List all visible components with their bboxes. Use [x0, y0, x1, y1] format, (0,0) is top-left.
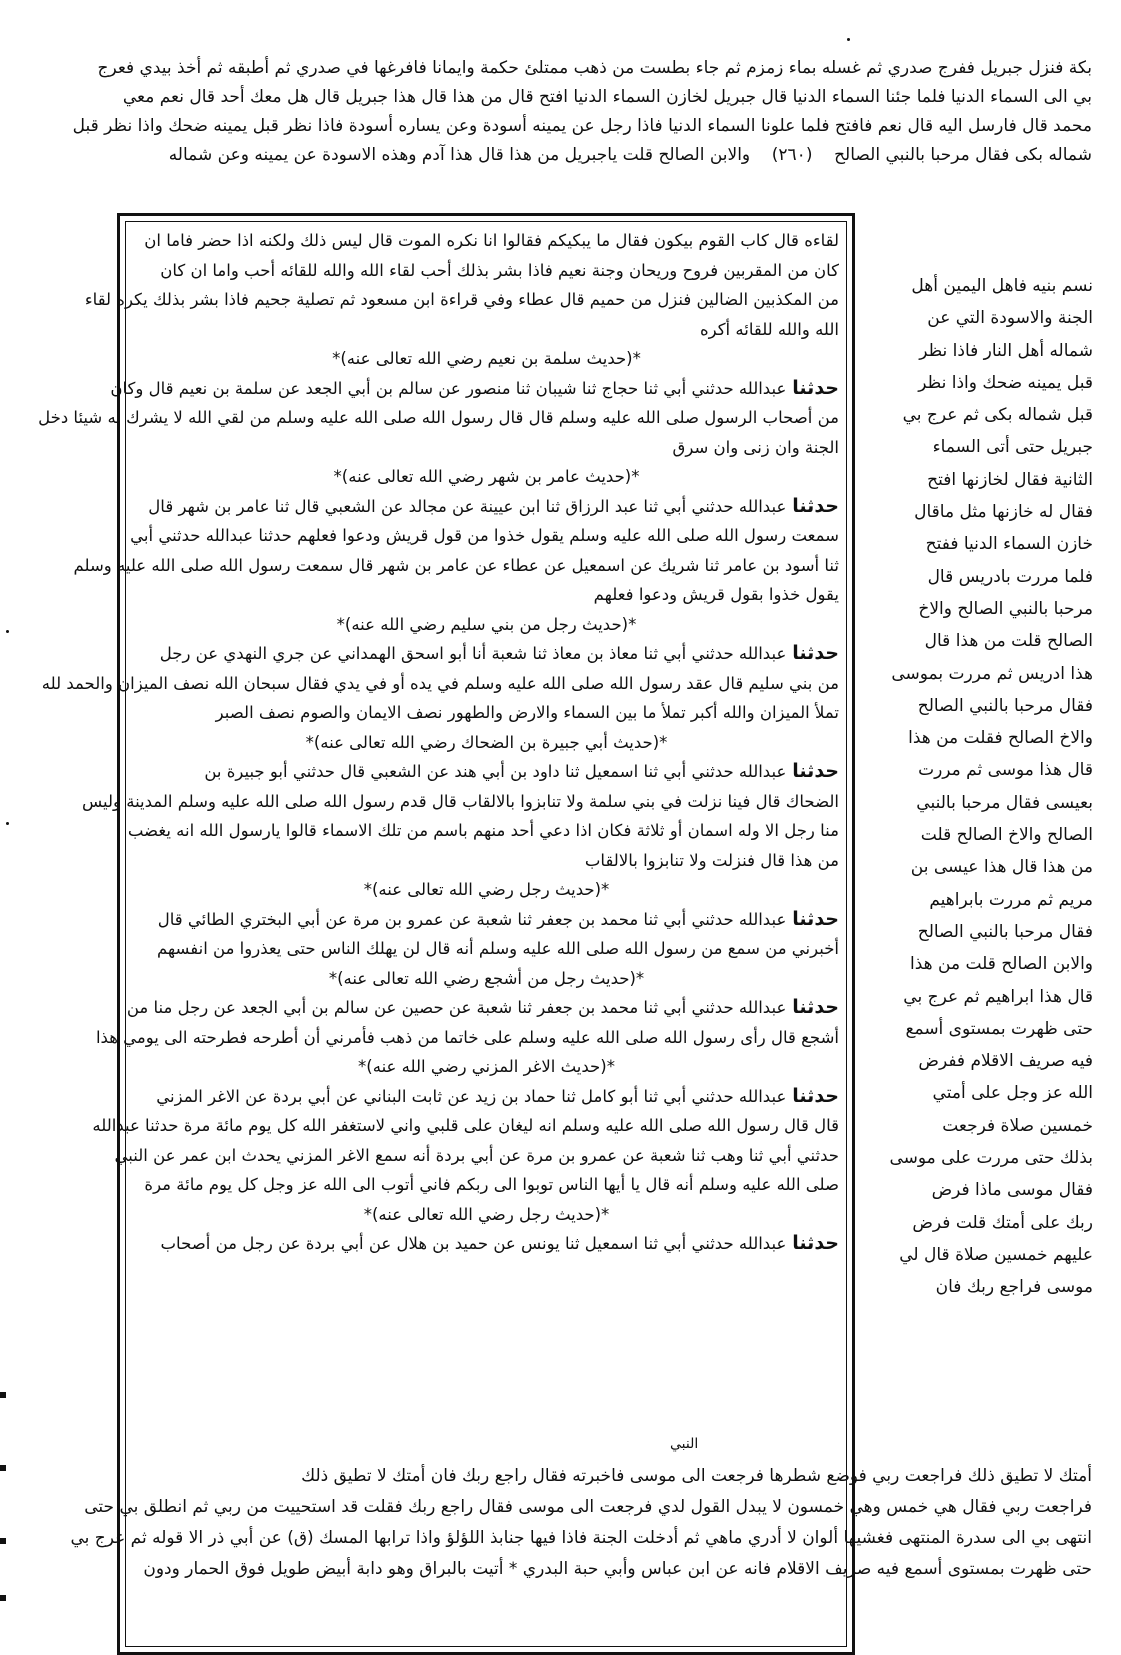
- main-line-text: *(حديث سلمة بن نعيم رضي الله تعالى عنه)*: [332, 349, 641, 368]
- hadith-heading: [134, 1200, 839, 1230]
- bottom-line: أمتك لا تطيق ذلك فراجعت ربي فوضع شطرها فرجعت الى موسى فاخبرته فقال راجع ربك فان أمتك لا تطيق ذلك: [301, 1466, 1092, 1486]
- haddathana-marker: حدثنا: [792, 996, 839, 1018]
- side-line: فقال له خازنها مثل ماقال: [914, 502, 1093, 523]
- scan-mark: [0, 1465, 6, 1471]
- haddathana-marker: حدثنا: [792, 760, 839, 782]
- main-line: [134, 757, 839, 787]
- bottom-line: انتهى بي الى سدرة المنتهى فغشيها ألوان لا أدري ماهي ثم أدخلت الجنة فاذا فيها جنابذ اللؤلؤ واذا ترابها المسك (ق) عن أبي ذر الا قوله ثم عرج بي: [70, 1528, 1092, 1548]
- haddathana-marker: حدثنا: [792, 907, 839, 930]
- main-line-text: أخبرني من سمع من رسول الله صلى الله عليه وسلم أنه قال لن يهلك الناس حتى يعذروا من انفسهم: [156, 939, 839, 958]
- main-line: [134, 698, 839, 728]
- main-line: [130, 521, 839, 551]
- page-number: (٢٦٠): [771, 145, 813, 165]
- main-line: [73, 551, 839, 581]
- main-line-text: حدثني أبي ثنا وهب ثنا شعبة عن عمرو بن مرة عن أبي بردة أنه سمع الاغر المزني يحدث ابن عمر عن النبي: [114, 1145, 839, 1165]
- main-line-text: عبدالله حدثني أبي ثنا اسمعيل ثنا داود بن أبي هند عن الشعبي قال حدثني أبو جبيرة بن: [204, 762, 787, 781]
- scan-dot: [847, 38, 850, 41]
- haddathana-marker: حدثنا: [792, 494, 839, 517]
- top-line-segment: والابن الصالح قلت ياجبريل من هذا قال هذا آدم وهذه الاسودة عن يمينه وعن شماله: [168, 145, 751, 165]
- main-line-text: الجنة وان زنى وان سرق: [672, 437, 839, 457]
- main-line: [95, 1023, 839, 1053]
- side-line: قبل شماله بكى ثم عرج بي: [902, 405, 1093, 426]
- main-line-text: ثنا أسود بن عامر ثنا شريك عن اسمعيل عن عطاء عن عامر بن شهر قال سمعت رسول الله صلى الله عليه وسلم: [73, 555, 839, 575]
- side-line: والابن الصالح قلت من هذا: [910, 954, 1093, 975]
- main-line: [134, 1170, 839, 1200]
- side-margin-text: [858, 270, 1093, 1304]
- main-line-text: عبدالله حدثني أبي ثنا أبو كامل ثنا حماد بن زيد عن ثابت البناني عن أبي بردة عن الاغر المزني: [156, 1086, 787, 1106]
- scan-mark: [0, 1595, 6, 1601]
- main-line-text: أشجع قال رأى رسول الله صلى الله عليه وسلم على خاتما من ذهب فأمرني أن أطرحه فطرحته الى يومي هذا: [95, 1027, 839, 1047]
- side-line: فقال مرحبا بالنبي الصالح: [917, 921, 1093, 942]
- bottom-line: حتى ظهرت بمستوى أسمع فيه صريف الاقلام فانه عن ابن عباس وأبي حبة البدري * أتيت بالبراق وهو دابة أبيض طويل فوق الحمار ودون: [143, 1559, 1092, 1579]
- side-line: فلما مررت بادريس قال: [927, 566, 1093, 587]
- bottom-line: فراجعت ربي فقال هي خمس وهي خمسون لا يبدل القول لدي فرجعت الى موسى فقال راجع ربك فقلت قد استحييت من ربي ثم انطلق بي حتى: [84, 1497, 1092, 1517]
- main-line-text: عبدالله حدثني أبي ثنا حجاج ثنا شيبان ثنا منصور عن سالم بن أبي الجعد عن سلمة بن نعيم قال وكان: [110, 378, 787, 398]
- scan-dot: [6, 630, 9, 633]
- main-line-text: منا رجل الا وله اسمان أو ثلاثة فكان اذا دعي أحد منهم باسم من تلك الاسماء قالوا يارسول الله انه يغضب: [127, 821, 839, 840]
- top-line: محمد قال فارسل اليه قال نعم فافتح فلما علونا السماء الدنيا فاذا رجل عن يمينه أسودة وعن يساره أسودة فاذا نظر قبل يمينه ضحك واذا نظر قبل: [72, 116, 1092, 136]
- main-line-text: تملأ الميزان والله أكبر تملأ ما بين السماء والارض والطهور نصف الايمان والصوم نصف الصبر: [215, 703, 839, 722]
- side-line: الصالح قلت من هذا قال: [924, 631, 1093, 652]
- main-line: [134, 433, 839, 463]
- scan-dot: [6, 822, 9, 825]
- side-line: الثانية فقال لخازنها افتح: [927, 469, 1093, 490]
- hadith-heading: [134, 610, 839, 640]
- side-line: ربك على أمتك قلت فرض: [912, 1212, 1093, 1233]
- main-line-text: من هذا قال فنزلت ولا تنابزوا بالالقاب: [584, 850, 839, 870]
- main-line-text: عبدالله حدثني أبي ثنا معاذ بن معاذ ثنا شعبة أنا أبو اسحق الهمداني عن جري النهدي عن رجل: [159, 644, 787, 663]
- haddathana-marker: حدثنا: [792, 642, 839, 664]
- main-line-text: *(حديث رجل رضي الله تعالى عنه)*: [363, 880, 610, 899]
- main-line-text: لقاءه قال كاب القوم بيكون فقال ما يبكيكم فقالوا انا نكره الموت قال ليس ذلك ولكنه اذا حضر فاما ان: [144, 231, 839, 250]
- main-line-text: من بني سليم قال عقد رسول الله صلى الله عليه وسلم في يده أو في يدي فقال سبحان الله نصف الميزان والحمد لله: [41, 673, 839, 693]
- side-line: شماله أهل النار فاذا نظر: [919, 340, 1093, 361]
- main-line: [134, 905, 839, 935]
- main-line-text: عبدالله حدثني أبي ثنا محمد بن جعفر ثنا شعبة عن عمرو بن مرة عن أبي البختري الطائي قال: [157, 909, 787, 929]
- side-line: نسم بنيه فاهل اليمين أهل: [911, 276, 1093, 296]
- main-line-text: سمعت رسول الله صلى الله عليه وسلم يقول خذوا من قول قريش ودعوا فعلهم حدثنا عبدالله حدثني أبي: [130, 526, 839, 545]
- main-line-text: *(حديث رجل رضي الله تعالى عنه)*: [363, 1204, 610, 1224]
- main-line: [110, 374, 839, 404]
- main-text-body: [38, 226, 839, 1259]
- main-line: [38, 403, 839, 433]
- main-line-text: صلى الله عليه وسلم أنه قال يا أيها الناس توبوا الى ربكم فاني أتوب الى الله عز وجل كل يوم مائة مرة: [144, 1175, 839, 1194]
- main-line-text: *(حديث عامر بن شهر رضي الله تعالى عنه)*: [333, 467, 640, 486]
- main-line: [114, 1141, 839, 1171]
- main-text-frame: [38, 213, 855, 1655]
- side-line: موسى فراجع ربك فان: [935, 1277, 1093, 1298]
- side-line: قال هذا ابراهيم ثم عرج بي: [903, 986, 1093, 1007]
- main-line: [134, 846, 839, 876]
- side-line: خازن السماء الدنيا ففتح: [925, 534, 1093, 555]
- main-line-text: من أصحاب الرسول صلى الله عليه وسلم قال قال رسول الله صلى الله عليه وسلم من لقي الله لا يشرك به شيئا دخل: [38, 408, 839, 427]
- main-line-text: *(حديث أبي جبيرة بن الضحاك رضي الله تعالى عنه)*: [305, 732, 668, 752]
- bottom-note: النبي: [670, 1436, 699, 1452]
- main-line: [134, 315, 839, 345]
- main-line-text: يقول خذوا بقول قريش ودعوا فعلهم: [593, 585, 839, 604]
- main-line: [134, 226, 839, 256]
- hadith-heading: [134, 344, 839, 374]
- main-line: [127, 816, 839, 846]
- main-line-text: قال قال رسول الله صلى الله عليه وسلم انه ليغان على قلبي واني لاستغفر الله كل يوم مائة مرة حدثنا عبدالله: [92, 1116, 839, 1135]
- main-line-text: من المكذبين الضالين فنزل من حميم قال عطاء وفي قراءة ابن مسعود ثم تصلية جحيم فاذا بشر بذلك يكره لقاء: [84, 290, 839, 309]
- top-line: [92, 141, 1092, 170]
- main-line-text: عبدالله حدثني أبي ثنا اسمعيل ثنا يونس عن حميد بن هلال عن أبي بردة عن رجل من أصحاب: [160, 1234, 787, 1253]
- main-line: [134, 934, 839, 964]
- side-line: بذلك حتى مررت على موسى: [889, 1148, 1093, 1169]
- side-line: مرحبا بالنبي الصالح والاخ: [918, 598, 1093, 619]
- side-line: جبريل حتى أتى السماء: [932, 437, 1093, 458]
- scan-mark: [0, 1392, 6, 1398]
- main-line: [134, 1082, 839, 1112]
- hadith-heading: [134, 875, 839, 905]
- haddathana-marker: حدثنا: [792, 1084, 839, 1107]
- main-line: [134, 1229, 839, 1259]
- main-line-text: عبدالله حدثني أبي ثنا عبد الرزاق ثنا ابن عيينة عن مجالد عن الشعبي قال ثنا عامر بن شهر قال: [148, 496, 787, 516]
- main-line: [92, 1111, 839, 1141]
- hadith-heading: [134, 462, 839, 492]
- side-line: هذا ادريس ثم مررت بموسى: [891, 663, 1093, 684]
- main-line: [81, 787, 839, 817]
- hadith-heading: [134, 964, 839, 994]
- side-line: الله عز وجل على أمتي: [932, 1083, 1093, 1104]
- top-line-segment: شماله بكى فقال مرحبا بالنبي الصالح: [834, 145, 1092, 165]
- main-line-text: *(حديث الاغر المزني رضي الله عنه)*: [358, 1057, 615, 1076]
- main-line-text: الله والله للقائه أكره: [699, 319, 839, 339]
- side-line: عليهم خمسين صلاة قال لي: [899, 1244, 1093, 1265]
- main-line: [41, 669, 839, 699]
- top-line: بي الى السماء الدنيا فلما جئنا السماء الدنيا قال جبريل لخازن السماء الدنيا افتح قال من هذا قال هذا جبريل قال هل معك أحد قال نعم معي: [122, 87, 1092, 107]
- main-line: [134, 639, 839, 669]
- main-line: [126, 993, 839, 1023]
- side-line: فقال موسى ماذا فرض: [931, 1180, 1093, 1201]
- side-line: والاخ الصالح فقلت من هذا: [908, 728, 1093, 749]
- side-line: فيه صريف الاقلام ففرض: [918, 1051, 1093, 1072]
- side-line: فقال مرحبا بالنبي الصالح: [917, 695, 1093, 716]
- main-line: [84, 285, 839, 315]
- side-line: من هذا قال هذا عيسى بن: [910, 857, 1093, 878]
- main-line-text: الضحاك قال فينا نزلت في بني سلمة ولا تنابزوا بالالقاب قال قدم رسول الله صلى الله عليه وسلم المدينة وليس: [81, 791, 839, 811]
- scan-mark: [0, 1538, 6, 1544]
- side-line: الصالح والاخ الصالح قلت: [920, 825, 1093, 846]
- top-margin-text: [72, 54, 1092, 170]
- bottom-margin-text: [70, 1461, 1092, 1585]
- side-line: قال هذا موسى ثم مررت: [918, 760, 1093, 781]
- side-line: بعيسى فقال مرحبا بالنبي: [916, 792, 1093, 813]
- main-line: [134, 580, 839, 610]
- side-line: خمسين صلاة فرجعت: [942, 1115, 1093, 1136]
- main-line: [134, 256, 839, 286]
- main-line: [134, 492, 839, 522]
- hadith-heading: [134, 728, 839, 758]
- top-line: بكة فنزل جبريل ففرج صدري ثم غسله بماء زمزم ثم جاء بطست من ذهب ممتلئ حكمة وايمانا فافرغها في صدري ثم أطبقه ثم أخذ بيدي فعرج: [97, 58, 1092, 78]
- haddathana-marker: حدثنا: [792, 376, 839, 399]
- haddathana-marker: حدثنا: [792, 1232, 839, 1254]
- main-line-text: *(حديث رجل من بني سليم رضي الله عنه)*: [336, 614, 637, 634]
- side-line: مريم ثم مررت بابراهيم: [929, 889, 1093, 910]
- main-line-text: *(حديث رجل من أشجع رضي الله تعالى عنه)*: [328, 968, 645, 988]
- side-line: الجنة والاسودة التي عن: [927, 308, 1093, 329]
- main-line-text: كان من المقربين فروح وريحان وجنة نعيم فاذا بشر بذلك أحب لقاء الله والله للقائه أحب واما ان كان: [160, 260, 839, 280]
- side-line: قبل يمينه ضحك واذا نظر: [918, 372, 1093, 393]
- main-line-text: عبدالله حدثني أبي ثنا محمد بن جعفر ثنا شعبة عن حصين عن سالم بن أبي الجعد عن رجل منا من: [126, 998, 787, 1017]
- side-line: حتى ظهرت بمستوى أسمع: [905, 1018, 1093, 1039]
- hadith-heading: [134, 1052, 839, 1082]
